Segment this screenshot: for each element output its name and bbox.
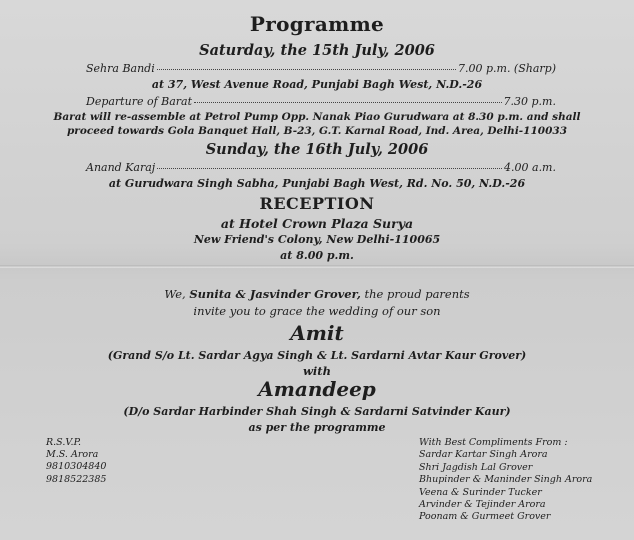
leader-dots — [194, 102, 502, 103]
barat-label: Departure of Barat — [86, 95, 193, 108]
barat-note-line2: proceed towards Gola Banquet Hall, B-23, G.T. Karnal Road, Ind. Area, Delhi-110033 — [66, 125, 568, 137]
parents-suffix: the proud parents — [360, 287, 470, 301]
bride-name: Amandeep — [258, 377, 376, 401]
rsvp-block — [46, 437, 106, 486]
rsvp-phone2: 9818522385 — [46, 473, 107, 485]
sehra-bandi-row — [86, 62, 556, 75]
card-fold-line — [0, 265, 634, 268]
barat-time: 7.30 p.m. — [503, 95, 556, 108]
rsvp-name: M.S. Arora — [46, 449, 99, 461]
compliments-block — [419, 437, 592, 524]
compliments-name: Shri Jagdish Lal Grover — [419, 461, 533, 473]
reception-address: New Friend's Colony, New Delhi-110065 — [193, 233, 441, 246]
leader-dots — [157, 168, 502, 169]
barat-note-line1: Barat will re-assemble at Petrol Pump Opp. Nanak Piao Gurudwara at 8.30 p.m. and shall — [53, 111, 581, 123]
compliments-name: Arvinder & Tejinder Arora — [419, 499, 546, 511]
parents-prefix: We, — [164, 287, 190, 301]
parents-line — [0, 287, 634, 301]
as-per-programme: as per the programme — [248, 421, 386, 434]
day2-heading: Sunday, the 16th July, 2006 — [205, 141, 429, 158]
parents-names: Sunita & Jasvinder Grover, — [189, 287, 361, 301]
rsvp-phone1: 9810304840 — [46, 461, 107, 473]
compliments-name: Poonam & Gurmeet Grover — [419, 511, 551, 523]
anand-karaj-venue: at Gurudwara Singh Sabha, Punjabi Bagh West, Rd. No. 50, N.D.-26 — [108, 177, 526, 190]
anand-karaj-row — [86, 161, 556, 174]
with-text: with — [303, 364, 331, 378]
compliments-name: Veena & Surinder Tucker — [419, 486, 542, 498]
reception-venue: at Hotel Crown Plaza Surya — [220, 216, 414, 231]
day1-heading: Saturday, the 15th July, 2006 — [199, 42, 435, 59]
compliments-name: Bhupinder & Maninder Singh Arora — [419, 474, 593, 486]
bride-relation: (D/o Sardar Harbinder Shah Singh & Sardarni Satvinder Kaur) — [123, 405, 511, 418]
reception-title: RECEPTION — [259, 194, 375, 213]
reception-time: at 8.00 p.m. — [280, 249, 354, 262]
compliments-name: Sardar Kartar Singh Arora — [419, 449, 548, 461]
sehra-bandi-venue: at 37, West Avenue Road, Punjabi Bagh West, N.D.-26 — [151, 78, 483, 91]
invite-line: invite you to grace the wedding of our son — [193, 304, 441, 318]
anand-karaj-time: 4.00 a.m. — [504, 161, 556, 174]
barat-row — [86, 95, 556, 108]
compliments-heading: With Best Compliments From : — [419, 437, 568, 448]
sehra-bandi-time: 7.00 p.m. (Sharp) — [457, 62, 556, 75]
rsvp-label: R.S.V.P. — [46, 437, 82, 448]
groom-name: Amit — [290, 321, 344, 345]
anand-karaj-label: Anand Karaj — [86, 161, 156, 174]
programme-title: Programme — [249, 12, 385, 36]
leader-dots — [157, 69, 456, 70]
sehra-bandi-label: Sehra Bandi — [86, 62, 155, 75]
groom-relation: (Grand S/o Lt. Sardar Agya Singh & Lt. Sardarni Avtar Kaur Grover) — [107, 349, 527, 362]
